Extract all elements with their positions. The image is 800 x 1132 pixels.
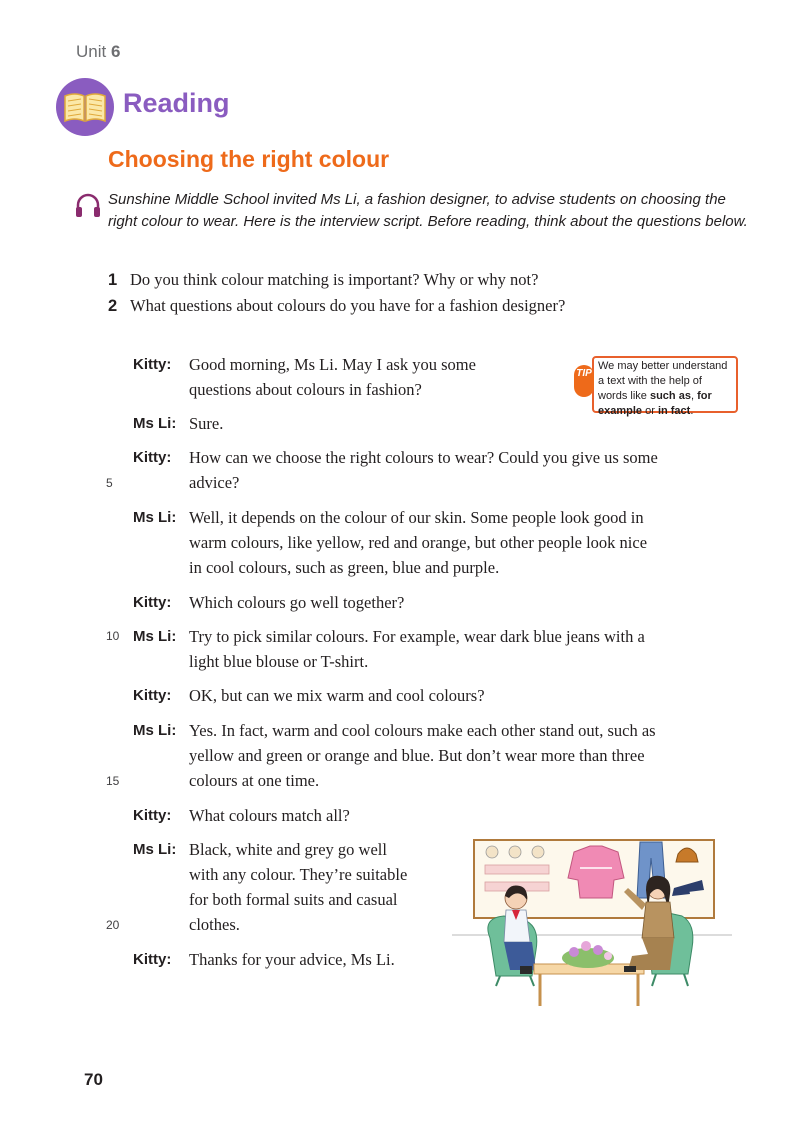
page-number: 70: [84, 1070, 103, 1089]
speech-line: OK, but can we mix warm and cool colours?: [189, 686, 485, 705]
unit-label: Unit: [76, 42, 107, 61]
tip-word-for-example: for example: [598, 390, 712, 417]
line-number: 15: [106, 774, 120, 788]
intro-text: Sunshine Middle School invited Ms Li, a fashion designer, to advise students on choosing the right colour to wear. Here is the interview script. Before reading, think about the questions below.: [108, 191, 748, 230]
unit-number: 6: [110, 42, 121, 61]
tip-box: [574, 355, 734, 417]
speech-line: warm colours, like yellow, red and orange, but other people look nice: [189, 533, 648, 552]
speech-line: clothes.: [189, 915, 240, 934]
speech-line: Which colours go well together?: [189, 593, 405, 612]
speaker-label: Kitty:: [133, 951, 172, 968]
tip-word-in-fact: in fact: [657, 405, 691, 417]
speech-line: Well, it depends on the colour of our skin. Some people look good in: [189, 508, 644, 527]
speech-line: light blue blouse or T-shirt.: [189, 652, 369, 671]
tip-separator: ,: [690, 390, 694, 402]
speech-line: Good morning, Ms Li. May I ask you some: [189, 355, 476, 374]
speech-line: colours at one time.: [189, 771, 320, 790]
speech-line: How can we choose the right colours to wear? Could you give us some: [189, 448, 658, 467]
question-number: 1: [108, 271, 118, 289]
speaker-label: Kitty:: [133, 594, 172, 611]
speech-line: Try to pick similar colours. For example, wear dark blue jeans with a: [189, 627, 645, 646]
tip-text: [598, 359, 732, 419]
question-text: What questions about colours do you have for a fashion designer?: [130, 296, 566, 315]
speech-line: Sure.: [189, 414, 224, 433]
question-1: [108, 270, 538, 290]
speaker-label: Kitty:: [133, 807, 172, 824]
interview-illustration: [452, 838, 732, 1013]
tip-word-such-as: such as: [649, 390, 691, 402]
line-number: 10: [106, 629, 120, 643]
line-number: 5: [106, 476, 113, 490]
tip-text-body: We may better understand a text with the help of words like: [598, 360, 728, 402]
question-text: Do you think colour matching is important? Why or why not?: [130, 270, 539, 289]
speech-line: with any colour. They’re suitable: [189, 865, 408, 884]
speech-line: in cool colours, such as green, blue and purple.: [189, 558, 500, 577]
open-book-icon: [55, 77, 115, 137]
speaker-label: Kitty:: [133, 687, 172, 704]
speech-line: Yes. In fact, warm and cool colours make each other stand out, such as: [189, 721, 656, 740]
speech-line: Black, white and grey go well: [189, 840, 387, 859]
speech-line: What colours match all?: [189, 806, 350, 825]
speaker-label: Ms Li:: [133, 509, 177, 526]
speaker-label: Ms Li:: [133, 841, 177, 858]
line-number: 20: [106, 918, 120, 932]
tip-separator: or: [645, 405, 655, 417]
speaker-label: Ms Li:: [133, 722, 177, 739]
lesson-title: Choosing the right colour: [108, 146, 390, 172]
section-title: Reading: [123, 88, 230, 118]
speech-line: advice?: [189, 473, 240, 492]
speaker-label: Ms Li:: [133, 415, 177, 432]
speaker-label: Kitty:: [133, 449, 172, 466]
unit-heading: [76, 42, 120, 62]
tip-tag: TIP: [574, 365, 594, 397]
tip-end: .: [690, 405, 694, 417]
speaker-label: Kitty:: [133, 356, 172, 373]
speech-line: Thanks for your advice, Ms Li.: [189, 950, 395, 969]
speaker-label: Ms Li:: [133, 628, 177, 645]
speech-line: yellow and green or orange and blue. But don’t wear more than three: [189, 746, 645, 765]
question-number: 2: [108, 297, 118, 315]
speech-line: questions about colours in fashion?: [189, 380, 422, 399]
question-2: [108, 296, 565, 316]
headphones-icon[interactable]: [73, 190, 103, 220]
speech-line: for both formal suits and casual: [189, 890, 398, 909]
